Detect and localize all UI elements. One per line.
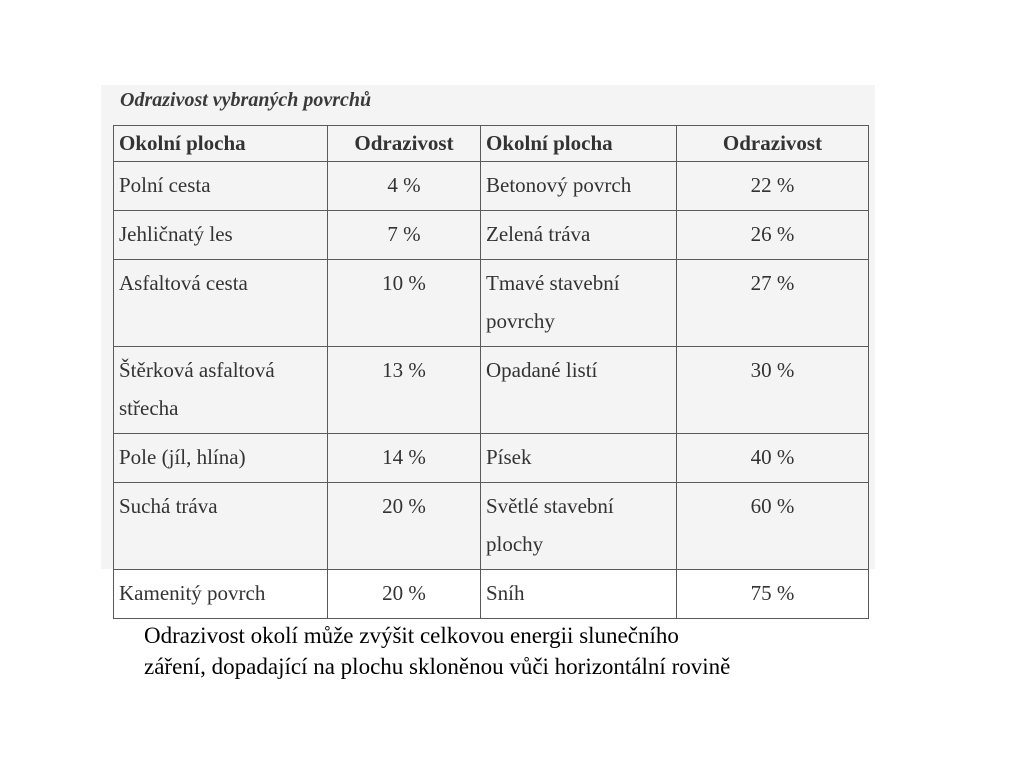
- reflectance-cell: 75 %: [677, 570, 869, 619]
- reflectance-cell: 4 %: [328, 162, 481, 211]
- surface-cell: Betonový povrch: [481, 162, 677, 211]
- reflectance-cell: 30 %: [677, 347, 869, 434]
- table-row: [114, 434, 869, 483]
- header-reflectance-1: Odrazivost: [328, 126, 481, 162]
- surface-cell: Štěrková asfaltová střecha: [114, 347, 328, 434]
- reflectance-cell: 40 %: [677, 434, 869, 483]
- header-reflectance-2: Odrazivost: [677, 126, 869, 162]
- header-surface-2: Okolní plocha: [481, 126, 677, 162]
- caption-line-2: záření, dopadající na plochu skloněnou vůči horizontální rovině: [144, 654, 731, 679]
- table-row: [114, 483, 869, 570]
- surface-cell: Suchá tráva: [114, 483, 328, 570]
- reflectance-cell: 13 %: [328, 347, 481, 434]
- reflectance-cell: 26 %: [677, 211, 869, 260]
- caption-text: [144, 620, 904, 682]
- surface-cell: Tmavé stavební povrchy: [481, 260, 677, 347]
- table-row: [114, 260, 869, 347]
- reflectance-cell: 7 %: [328, 211, 481, 260]
- header-surface-1: Okolní plocha: [114, 126, 328, 162]
- reflectance-cell: 60 %: [677, 483, 869, 570]
- scanned-table-image: [101, 85, 875, 605]
- surface-cell: Polní cesta: [114, 162, 328, 211]
- surface-cell: Kamenitý povrch: [114, 570, 328, 619]
- reflectance-cell: 10 %: [328, 260, 481, 347]
- reflectance-cell: 14 %: [328, 434, 481, 483]
- surface-cell: Písek: [481, 434, 677, 483]
- table-row: [114, 211, 869, 260]
- table-row: [114, 570, 869, 619]
- surface-cell: Opadané listí: [481, 347, 677, 434]
- reflectance-cell: 20 %: [328, 483, 481, 570]
- reflectance-cell: 20 %: [328, 570, 481, 619]
- table-header-row: [114, 126, 869, 162]
- surface-cell: Pole (jíl, hlína): [114, 434, 328, 483]
- surface-cell: Světlé stavební plochy: [481, 483, 677, 570]
- table-row: [114, 162, 869, 211]
- surface-cell: Sníh: [481, 570, 677, 619]
- surface-cell: Zelená tráva: [481, 211, 677, 260]
- table-title: Odrazivost vybraných povrchů: [120, 89, 372, 111]
- table-row: [114, 347, 869, 434]
- reflectance-cell: 27 %: [677, 260, 869, 347]
- caption-line-1: Odrazivost okolí může zvýšit celkovou energii slunečního: [144, 623, 679, 648]
- reflectance-cell: 22 %: [677, 162, 869, 211]
- surface-cell: Asfaltová cesta: [114, 260, 328, 347]
- surface-cell: Jehličnatý les: [114, 211, 328, 260]
- reflectance-table: [113, 125, 869, 619]
